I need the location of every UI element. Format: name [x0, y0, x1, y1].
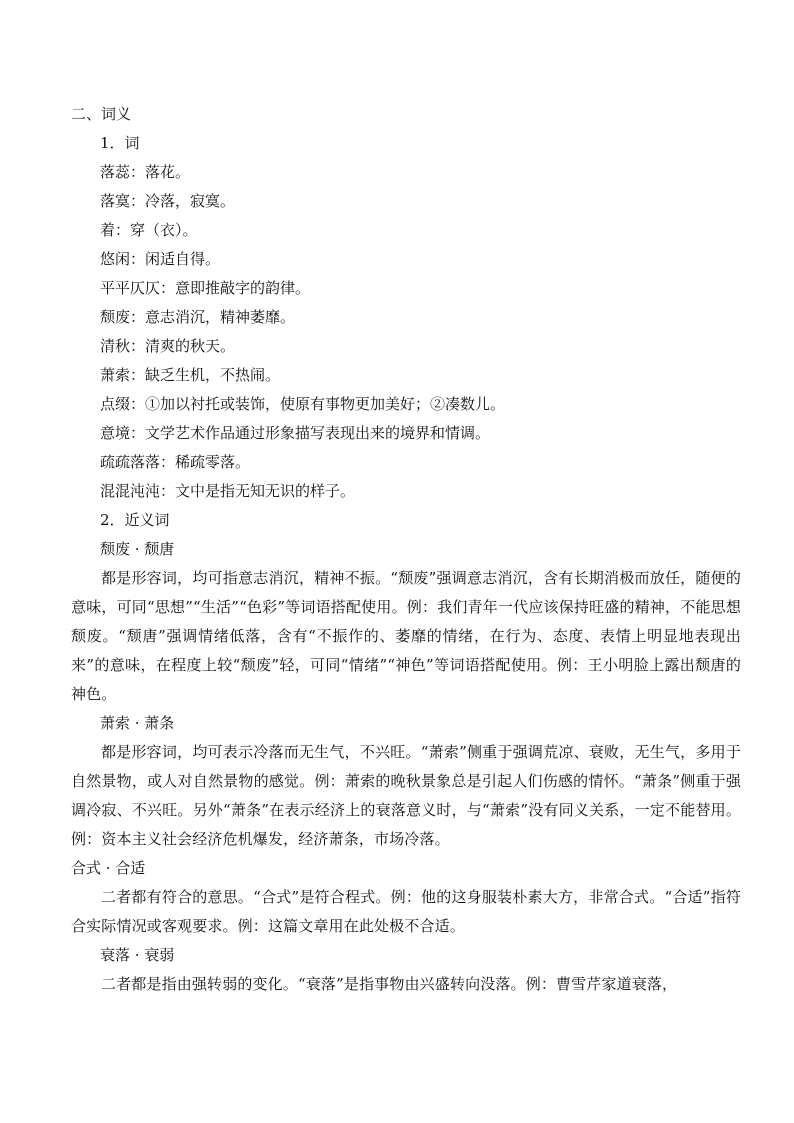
- synonym-paragraph: 二者都有符合的意思。“合式”是符合程式。例：他的这身服装朴素大方，非常合式。“合适”指符合实际情况或客观要求。例：这篇文章用在此处极不合适。: [71, 888, 741, 935]
- word-entry: 平平仄仄：意即推敲字的韵律。: [100, 279, 311, 297]
- word-entry: 颓废：意志消沉，精神萎靡。: [100, 308, 296, 326]
- section-title: 二、词义: [71, 105, 132, 123]
- word-entry: 着：穿（衣）。: [100, 221, 198, 239]
- synonym-group-text: [71, 883, 741, 941]
- document-body: [71, 100, 741, 999]
- synonym-group-text: [71, 564, 741, 709]
- word-entry: 点缀：①加以衬托或装饰，使原有事物更加美好；②凑数儿。: [100, 395, 506, 413]
- synonyms-heading: 2．近义词: [100, 511, 170, 529]
- words-heading: 1．词: [100, 134, 140, 152]
- word-entry: 萧索：缺乏生机，不热闹。: [100, 366, 281, 384]
- word-entry: 混混沌沌：文中是指无知无识的样子。: [100, 482, 356, 500]
- word-entry: 疏疏落落：稀疏零落。: [100, 453, 251, 471]
- synonym-group-title: 合式 · 合适: [71, 859, 146, 877]
- synonym-group-title: 衰落 · 衰弱: [100, 946, 175, 964]
- word-entry: 落蕊：落花。: [100, 163, 191, 181]
- synonym-group-title: 萧索 · 萧条: [100, 714, 175, 732]
- synonym-group-text: [71, 970, 741, 999]
- word-entry: 悠闲：闲适自得。: [100, 250, 221, 268]
- synonym-paragraph: 都是形容词，均可指意志消沉，精神不振。“颓废”强调意志消沉，含有长期消极而放任，随便的意味，可同“思想”“生活”“色彩”等词语搭配使用。例：我们青年一代应该保持旺盛的精神，不能思想颓废。“颓唐”强调情绪低落，含有“不振作的、萎靡的情绪，在行为、态度、表情上明显地表现出来”的意味，在程度上较“颓废”轻，可同“情绪”“神色”等词语搭配使用。例：王小明脸上露出颓唐的神色。: [71, 569, 741, 703]
- synonym-group-title: 颓废 · 颓唐: [100, 540, 175, 558]
- word-entry: 意境：文学艺术作品通过形象描写表现出来的境界和情调。: [100, 424, 491, 442]
- word-entry: 清秋：清爽的秋天。: [100, 337, 236, 355]
- word-entry: 落寞：冷落，寂寞。: [100, 192, 236, 210]
- synonym-paragraph: 二者都是指由强转弱的变化。“衰落”是指事物由兴盛转向没落。例：曹雪芹家道衰落，: [101, 975, 678, 993]
- synonym-group-text: [71, 738, 741, 854]
- synonym-paragraph: 都是形容词，均可表示冷落而无生气，不兴旺。“萧索”侧重于强调荒凉、衰败，无生气，多用于自然景物，或人对自然景物的感觉。例：萧索的晚秋景象总是引起人们伤感的情怀。“萧条”侧重于强调冷寂、不兴旺。另外“萧条”在表示经济上的衰落意义时，与“萧索”没有同义关系，一定不能替用。例：资本主义社会经济危机爆发，经济萧条，市场冷落。: [71, 743, 741, 848]
